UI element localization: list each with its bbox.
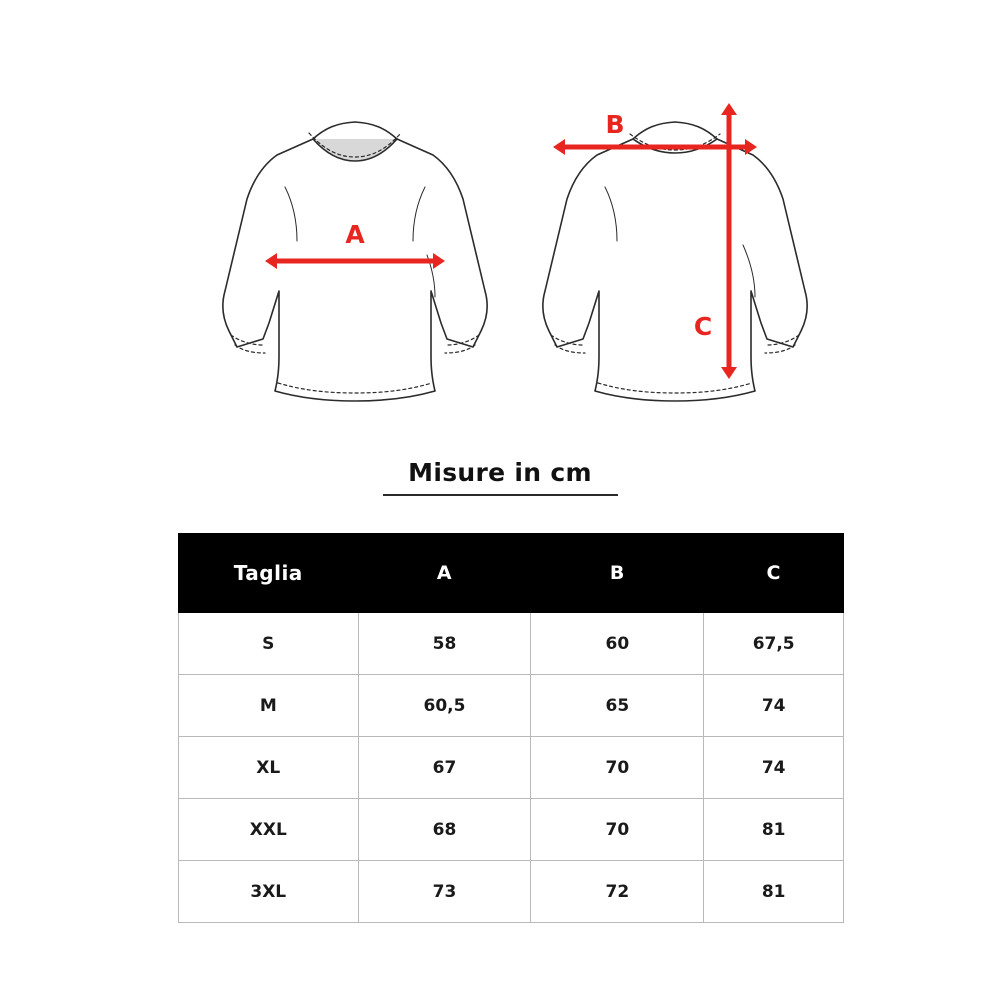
cell-a: 58 xyxy=(358,613,531,675)
table-row xyxy=(179,675,844,737)
size-table-wrapper xyxy=(178,533,844,923)
cell-size: M xyxy=(179,675,359,737)
cell-b: 60 xyxy=(531,613,704,675)
column-header-a: A xyxy=(358,534,531,613)
column-header-c: C xyxy=(704,534,844,613)
table-row xyxy=(179,861,844,923)
garment-front-view xyxy=(185,95,525,425)
measures-title: Misure in cm xyxy=(408,458,592,487)
cell-c: 74 xyxy=(704,675,844,737)
cell-c: 81 xyxy=(704,861,844,923)
garment-illustrations xyxy=(0,95,1000,425)
table-row xyxy=(179,799,844,861)
column-header-b: B xyxy=(531,534,704,613)
table-row xyxy=(179,613,844,675)
size-table xyxy=(178,533,844,923)
cell-c: 67,5 xyxy=(704,613,844,675)
cell-size: S xyxy=(179,613,359,675)
label-c: C xyxy=(693,312,713,341)
cell-a: 68 xyxy=(358,799,531,861)
column-header-size: Taglia xyxy=(179,534,359,613)
back-view-svg xyxy=(505,95,845,425)
cell-a: 67 xyxy=(358,737,531,799)
label-a: A xyxy=(345,220,365,249)
cell-size: XXL xyxy=(179,799,359,861)
cell-a: 60,5 xyxy=(358,675,531,737)
cell-b: 70 xyxy=(531,799,704,861)
cell-c: 81 xyxy=(704,799,844,861)
cell-a: 73 xyxy=(358,861,531,923)
table-row xyxy=(179,737,844,799)
cell-c: 74 xyxy=(704,737,844,799)
cell-b: 70 xyxy=(531,737,704,799)
front-view-svg xyxy=(185,95,525,425)
cell-size: XL xyxy=(179,737,359,799)
cell-size: 3XL xyxy=(179,861,359,923)
measures-title-underline xyxy=(383,494,618,496)
table-header-row xyxy=(179,534,844,613)
label-b: B xyxy=(605,110,625,139)
cell-b: 72 xyxy=(531,861,704,923)
cell-b: 65 xyxy=(531,675,704,737)
garment-back-view xyxy=(505,95,845,425)
